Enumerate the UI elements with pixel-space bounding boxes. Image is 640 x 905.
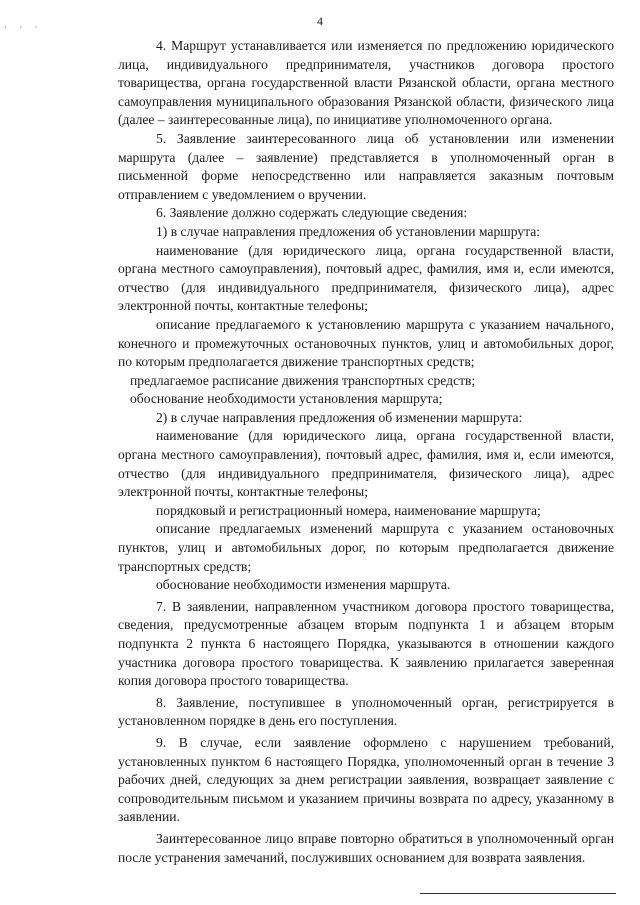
subitem-2-justification: обоснование необходимости изменения маршрута. <box>156 577 451 593</box>
page-number: 4 <box>317 14 323 28</box>
subitem-1-justification: обоснование необходимости установления маршрута; <box>130 391 443 407</box>
paragraph-6: 6. Заявление должно содержать следующие сведения: <box>156 205 468 221</box>
subitem-2-heading: 2) в случае направления предложения об изменении маршрута: <box>156 409 523 425</box>
subitem-2-route-numbers: порядковый и регистрационный номера, наименование маршрута; <box>156 502 541 518</box>
subitem-1-heading: 1) в случае направления предложения об установлении маршрута: <box>156 223 541 239</box>
footer-rule <box>420 893 616 894</box>
scan-marks: · · · <box>4 22 43 32</box>
subitem-1-name-address: наименование (для юридического лица, органа государственной власти, органа местного самоуправления), почтовый адрес, фамилия, имя и, если имеются, отчество (для индивидуального предпринимателя, физического лица), адрес электронной почты, контактные телефоны; <box>118 242 614 314</box>
paragraph-4: 4. Маршрут устанавливается или изменяется по предложению юридического лица, индивидуального предпринимателя, участников договора простого товарищества, органа государственной власти Рязанской области, органа местного самоуправления муниципального образования Рязанской области, физического лица (далее – заинтересованные лица), по инициативе уполномоченного органа. <box>118 38 614 128</box>
paragraph-5: 5. Заявление заинтересованного лица об установлении или изменении маршрута (далее – заявление) представляется в уполномоченный орган в письменной форме непосредственно или направляется заказным почтовым отправлением с уведомлением о вручении. <box>118 130 614 202</box>
paragraph-9: 9. В случае, если заявление оформлено с нарушением требований, установленных пунктом 6 настоящего Порядка, уполномоченный орган в течение 3 рабочих дней, следующих за днем регистрации заявления, возвращает заявление с сопроводительным письмом и указанием причины возврата по адресу, указанному в заявлении. <box>118 734 614 825</box>
paragraph-8: 8. Заявление, поступившее в уполномоченный орган, регистрируется в установленном порядке в день его поступления. <box>118 694 614 729</box>
resubmission-paragraph: Заинтересованное лицо вправе повторно обратиться в уполномоченный орган после устранения замечаний, послуживших основанием для возврата заявления. <box>118 830 614 865</box>
subitem-2-name-address: наименование (для юридического лица, органа государственной власти, органа местного самоуправления), почтовый адрес, фамилия, имя и, если имеются, отчество (для индивидуального предпринимателя, физического лица), адрес электронной почты, контактные телефоны; <box>118 428 614 500</box>
paragraph-7: 7. В заявлении, направленном участником договора простого товарищества, сведения, предусмотренные абзацем вторым подпункта 1 и абзацем вторым подпункта 2 пункта 6 настоящего Порядка, указываются в отношении каждого участника договора простого товарищества. К заявлению прилагается заверенная копия договора простого товарищества. <box>118 598 614 689</box>
subitem-2-change-description: описание предлагаемых изменений маршрута с указанием остановочных пунктов, улиц и автомобильных дорог, по которым предполагается движение транспортных средств; <box>118 521 614 574</box>
subitem-1-schedule: предлагаемое расписание движения транспортных средств; <box>130 372 476 388</box>
document-body <box>118 37 614 867</box>
subitem-1-route-description: описание предлагаемого к установлению маршрута с указанием начального, конечного и промежуточных остановочных пунктов, улиц и автомобильных дорог, по которым предполагается движение транспортных средств; <box>118 316 614 370</box>
